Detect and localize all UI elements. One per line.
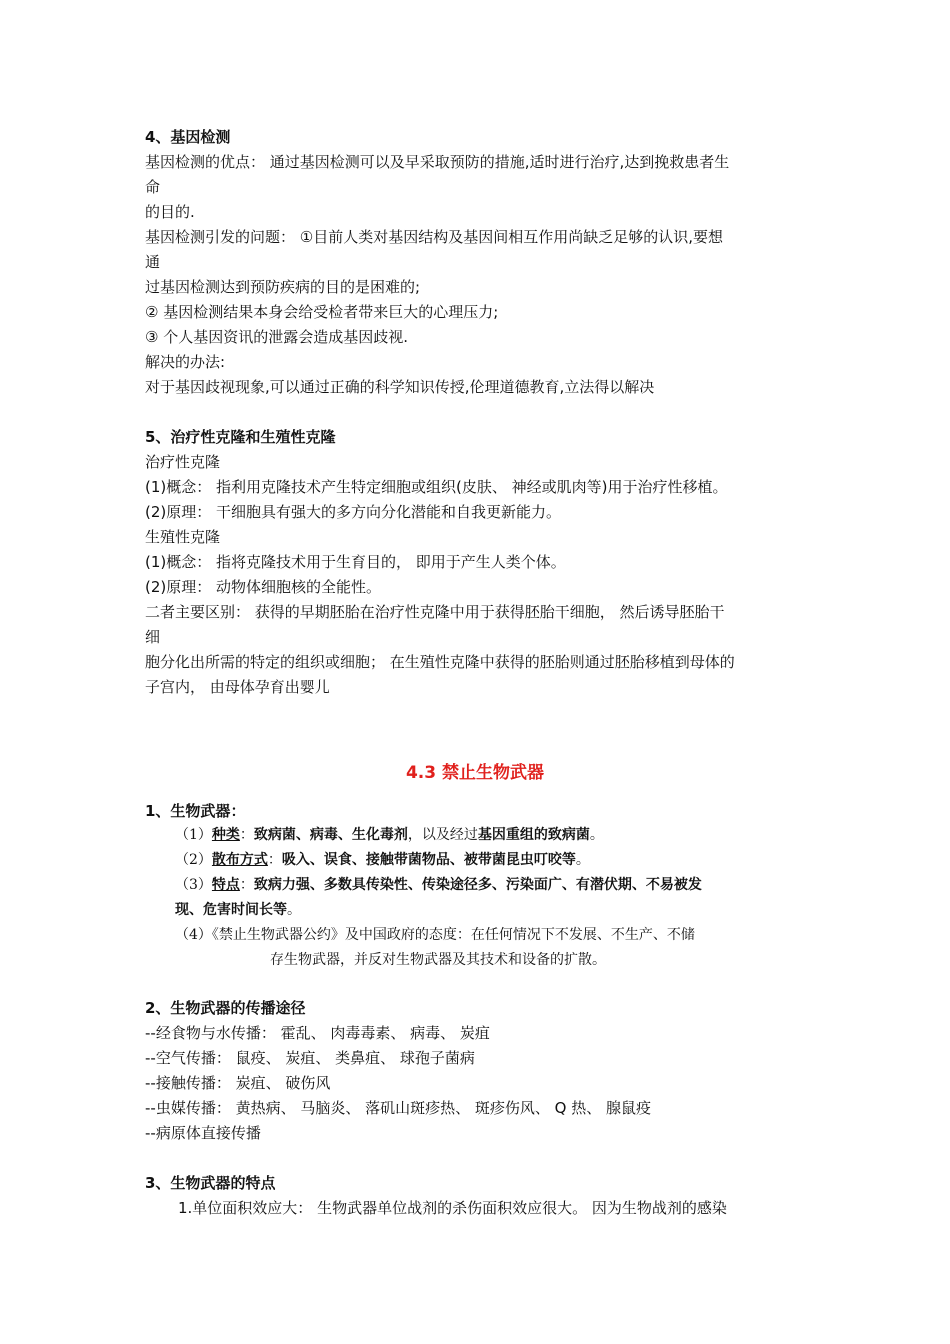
text-line: 对于基因歧视现象,可以通过正确的科学知识传授,伦理道德教育,立法得以解决 — [145, 378, 655, 396]
text-line: 命 — [145, 178, 161, 196]
chapter-title: 4.3 禁止生物武器 — [405, 763, 545, 783]
bw-1-item-3: （3）特点：致病力强、多数具传染性、传染途径多、污染面广、有潜伏期、不易被发 — [175, 877, 702, 893]
text-line: (2)原理： 动物体细胞核的全能性。 — [145, 578, 382, 596]
text-line: 基因检测引发的问题： ①目前人类对基因结构及基因间相互作用尚缺乏足够的认识,要想 — [145, 228, 723, 246]
bw-1-item-4-cont: 存生物武器，并反对生物武器及其技术和设备的扩散。 — [270, 952, 606, 968]
text-line: 过基因检测达到预防疾病的目的是困难的; — [145, 278, 421, 296]
text-line: --空气传播： 鼠疫、 炭疽、 类鼻疽、 球孢子菌病 — [145, 1049, 475, 1067]
text-line: ② 基因检测结果本身会给受检者带来巨大的心理压力; — [145, 303, 499, 321]
text-line: 1.单位面积效应大： 生物武器单位战剂的杀伤面积效应很大。 因为生物战剂的感染 — [178, 1199, 727, 1217]
text-line: 治疗性克隆 — [145, 453, 221, 471]
text-line: (2)原理： 干细胞具有强大的多方向分化潜能和自我更新能力。 — [145, 503, 562, 521]
bw-2-heading: 2、生物武器的传播途径 — [145, 999, 306, 1017]
text-line: 的目的. — [145, 203, 195, 221]
text-line: 胞分化出所需的特定的组织或细胞； 在生殖性克隆中获得的胚胎则通过胚胎移植到母体的 — [145, 653, 735, 671]
section-4-heading: 4、基因检测 — [145, 128, 231, 146]
text-line: --虫媒传播： 黄热病、 马脑炎、 落矶山斑疹热、 斑疹伤风、 Q 热、 腺鼠疫 — [145, 1099, 652, 1117]
text-line: (1)概念： 指将克隆技术用于生育目的， 即用于产生人类个体。 — [145, 553, 566, 571]
bw-1-item-4: （4）《禁止生物武器公约》及中国政府的态度：在任何情况下不发展、不生产、不储 — [175, 927, 695, 943]
text-line: --接触传播： 炭疽、 破伤风 — [145, 1074, 331, 1092]
text-line: --经食物与水传播： 霍乱、 肉毒毒素、 病毒、 炭疽 — [145, 1024, 490, 1042]
text-line: ③ 个人基因资讯的泄露会造成基因歧视. — [145, 328, 408, 346]
bw-1-item-2: （2）散布方式：吸入、误食、接触带菌物品、被带菌昆虫叮咬等。 — [175, 852, 590, 868]
bw-1-item-1: （1）种类：致病菌、病毒、生化毒剂，以及经过基因重组的致病菌。 — [175, 827, 604, 843]
text-line: 细 — [145, 628, 161, 646]
text-line: (1)概念： 指利用克隆技术产生特定细胞或组织(皮肤、 神经或肌肉等)用于治疗性移植。 — [145, 478, 728, 496]
text-line: 基因检测的优点： 通过基因检测可以及早采取预防的措施,适时进行治疗,达到挽救患者生 — [145, 153, 730, 171]
bw-3-heading: 3、生物武器的特点 — [145, 1174, 276, 1192]
text-line: 生殖性克隆 — [145, 528, 221, 546]
text-line: 二者主要区别： 获得的早期胚胎在治疗性克隆中用于获得胚胎干细胞， 然后诱导胚胎干 — [145, 603, 725, 621]
bw-1-heading: 1、生物武器： — [145, 802, 246, 820]
bw-1-item-3-cont: 现、危害时间长等。 — [175, 902, 301, 918]
text-line: 解决的办法: — [145, 353, 226, 371]
section-5-heading: 5、治疗性克隆和生殖性克隆 — [145, 428, 336, 446]
text-line: --病原体直接传播 — [145, 1124, 261, 1142]
text-line: 子宫内， 由母体孕育出婴儿 — [145, 678, 330, 696]
text-line: 通 — [145, 253, 161, 271]
